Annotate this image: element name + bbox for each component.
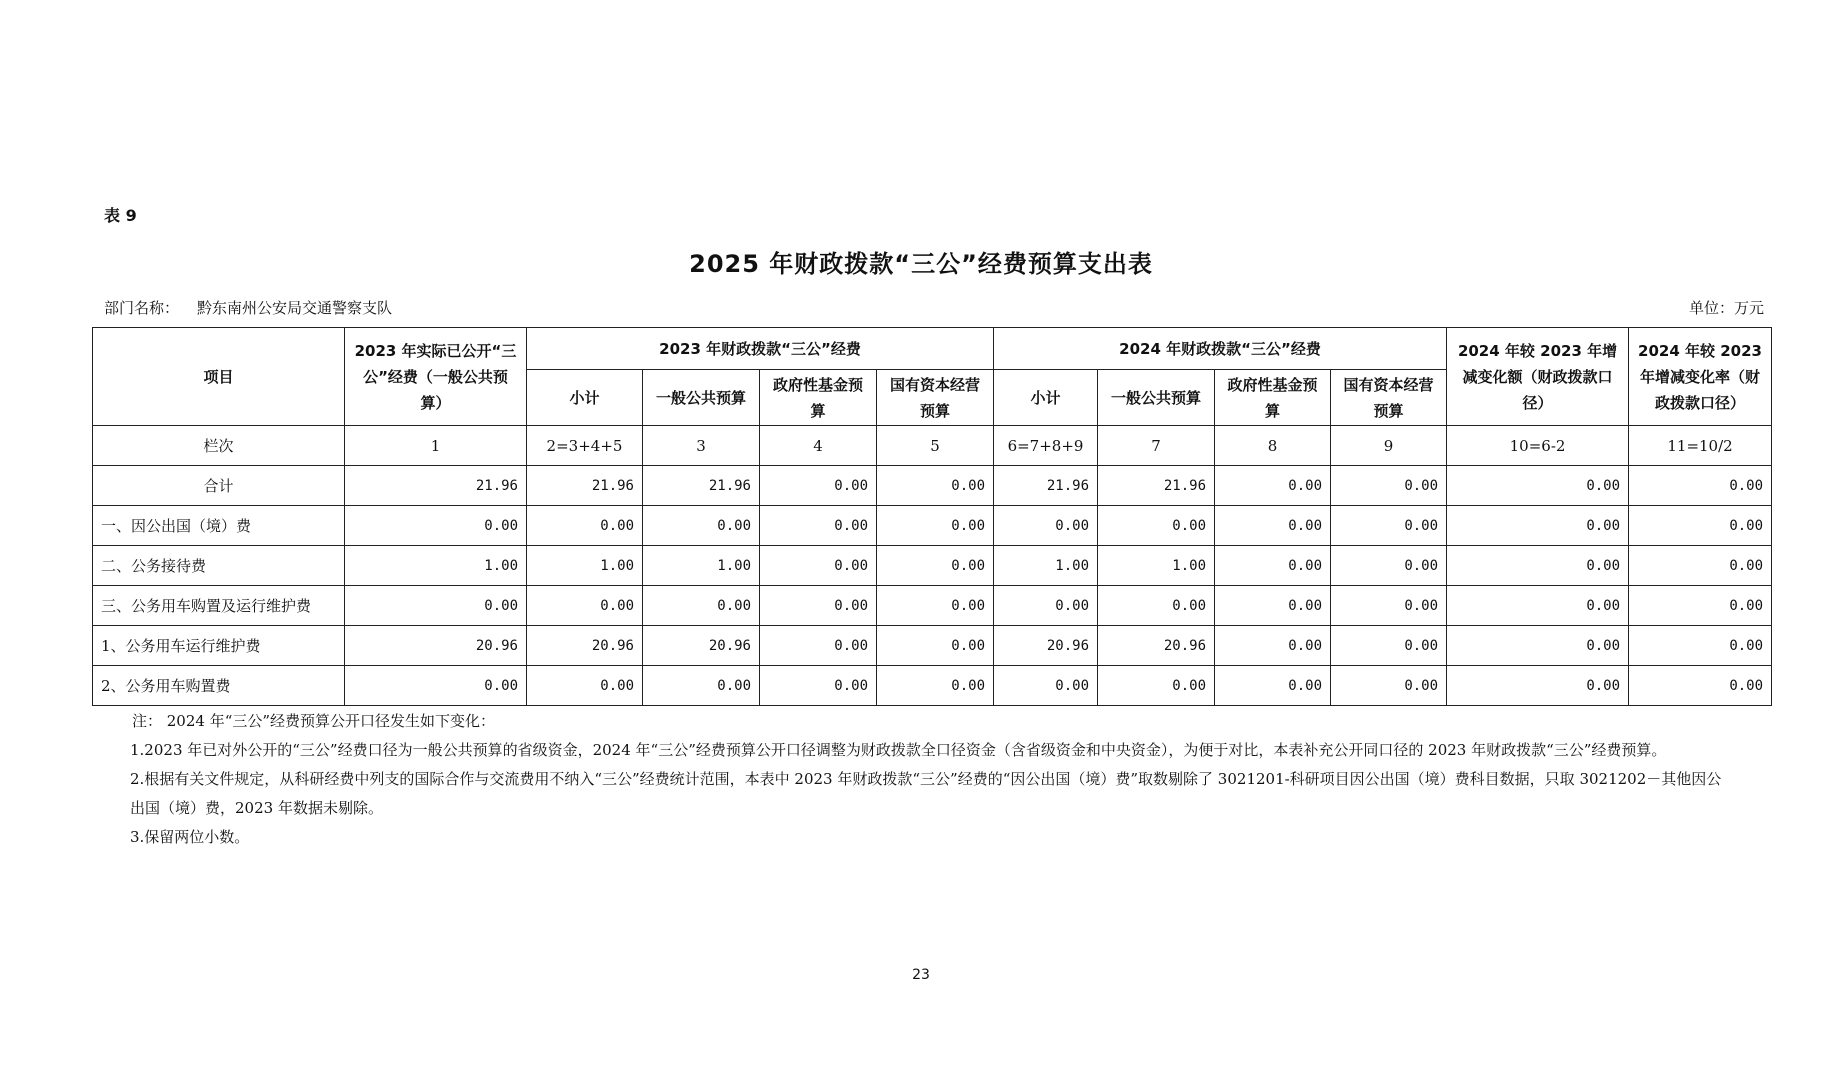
table-cell: 0.00 — [1447, 666, 1629, 706]
table-cell: 20.96 — [1098, 626, 1215, 666]
table-cell: 11=10/2 — [1629, 426, 1772, 466]
table-cell: 0.00 — [1447, 626, 1629, 666]
table-cell: 20.96 — [994, 626, 1098, 666]
header-change-rate: 2024 年较 2023 年增减变化率（财政拨款口径） — [1629, 328, 1772, 426]
table-cell: 0.00 — [1447, 586, 1629, 626]
table-cell: 0.00 — [527, 666, 643, 706]
table-cell: 0.00 — [760, 666, 877, 706]
notes — [132, 707, 1722, 852]
table-cell: 20.96 — [527, 626, 643, 666]
table-cell: 0.00 — [1629, 666, 1772, 706]
table-cell: 1.00 — [345, 546, 527, 586]
table-row — [93, 666, 1772, 706]
table-cell: 0.00 — [1215, 506, 1331, 546]
table-cell: 0.00 — [643, 666, 760, 706]
table-cell: 0.00 — [1331, 506, 1447, 546]
table-cell: 2=3+4+5 — [527, 426, 643, 466]
table-cell: 5 — [877, 426, 994, 466]
table-cell: 0.00 — [1629, 546, 1772, 586]
table-cell: 0.00 — [1629, 586, 1772, 626]
note-1: 1.2023 年已对外公开的“三公”经费口径为一般公共预算的省级资金，2024 年“三公”经费预算公开口径调整为财政拨款全口径资金（含省级资金和中央资金），为便于对比，本表补充公开同口径的 2023 年财政拨款“三公”经费预算。 — [130, 741, 1667, 759]
table-cell: 0.00 — [1331, 586, 1447, 626]
department-label: 部门名称： — [104, 299, 180, 317]
table-cell: 0.00 — [760, 546, 877, 586]
table-cell: 0.00 — [1331, 626, 1447, 666]
header-item: 项目 — [93, 328, 345, 426]
header-2024-subtotal: 小计 — [994, 370, 1098, 426]
table-cell: 0.00 — [527, 586, 643, 626]
table-cell: 0.00 — [877, 506, 994, 546]
table-cell: 8 — [1215, 426, 1331, 466]
table-cell: 0.00 — [643, 586, 760, 626]
table-cell: 0.00 — [1629, 466, 1772, 506]
table-cell: 20.96 — [345, 626, 527, 666]
table-cell: 0.00 — [1447, 506, 1629, 546]
table-row — [93, 506, 1772, 546]
table-cell: 6=7+8+9 — [994, 426, 1098, 466]
table-cell: 0.00 — [1447, 546, 1629, 586]
table-cell: 1.00 — [527, 546, 643, 586]
table-number: 表 9 — [104, 206, 137, 225]
table-cell: 0.00 — [345, 666, 527, 706]
table-cell: 21.96 — [1098, 466, 1215, 506]
table-cell: 1.00 — [643, 546, 760, 586]
header-2023-subtotal: 小计 — [527, 370, 643, 426]
table-cell: 0.00 — [1215, 546, 1331, 586]
table-cell: 0.00 — [994, 506, 1098, 546]
table-cell: 1.00 — [994, 546, 1098, 586]
table-cell: 9 — [1331, 426, 1447, 466]
row-label: 二、公务接待费 — [93, 546, 345, 586]
table-cell: 0.00 — [877, 666, 994, 706]
header-change-amount: 2024 年较 2023 年增减变化额（财政拨款口径） — [1447, 328, 1629, 426]
table-cell: 0.00 — [760, 626, 877, 666]
table-cell: 1 — [345, 426, 527, 466]
table-cell: 0.00 — [1215, 626, 1331, 666]
table-cell: 4 — [760, 426, 877, 466]
header-2024-general: 一般公共预算 — [1098, 370, 1215, 426]
table-cell: 0.00 — [1098, 506, 1215, 546]
table-cell: 0.00 — [994, 666, 1098, 706]
table-row — [93, 546, 1772, 586]
table-cell: 0.00 — [1098, 666, 1215, 706]
table-cell: 0.00 — [1215, 466, 1331, 506]
table-cell: 0.00 — [1215, 666, 1331, 706]
row-label: 合计 — [93, 466, 345, 506]
budget-table — [92, 327, 1772, 706]
header-2023-actual: 2023 年实际已公开“三公”经费（一般公共预算） — [345, 328, 527, 426]
table-cell: 0.00 — [345, 506, 527, 546]
row-label: 一、因公出国（境）费 — [93, 506, 345, 546]
table-cell: 21.96 — [345, 466, 527, 506]
header-2023-group: 2023 年财政拨款“三公”经费 — [527, 328, 994, 370]
table-cell: 0.00 — [877, 546, 994, 586]
table-cell: 0.00 — [1629, 506, 1772, 546]
table-cell: 7 — [1098, 426, 1215, 466]
row-label: 1、公务用车运行维护费 — [93, 626, 345, 666]
table-cell: 0.00 — [1098, 586, 1215, 626]
row-label: 2、公务用车购置费 — [93, 666, 345, 706]
table-cell: 0.00 — [994, 586, 1098, 626]
table-body — [93, 426, 1772, 706]
note-2: 2.根据有关文件规定，从科研经费中列支的国际合作与交流费用不纳入“三公”经费统计范围，本表中 2023 年财政拨款“三公”经费的“因公出国（境）费”取数剔除了 3021201-科研项目因公出国（境）费科目数据，只取 3021202－其他因公出国（境）费，2023 年数据未剔除。 — [130, 770, 1722, 817]
header-row-1 — [93, 328, 1772, 370]
header-2023-state-capital: 国有资本经营预算 — [877, 370, 994, 426]
row-label: 三、公务用车购置及运行维护费 — [93, 586, 345, 626]
table-cell: 0.00 — [1331, 666, 1447, 706]
table-cell: 0.00 — [760, 506, 877, 546]
table-cell: 0.00 — [877, 466, 994, 506]
table-cell: 0.00 — [1331, 466, 1447, 506]
table-cell: 0.00 — [1447, 466, 1629, 506]
table-cell: 21.96 — [994, 466, 1098, 506]
table-cell: 0.00 — [643, 506, 760, 546]
table-cell: 0.00 — [1215, 586, 1331, 626]
page-title: 2025 年财政拨款“三公”经费预算支出表 — [689, 250, 1153, 278]
table-cell: 0.00 — [1629, 626, 1772, 666]
header-2023-general: 一般公共预算 — [643, 370, 760, 426]
table-cell: 1.00 — [1098, 546, 1215, 586]
table-cell: 0.00 — [1331, 546, 1447, 586]
unit-label: 单位：万元 — [1688, 299, 1764, 317]
table-cell: 0.00 — [877, 626, 994, 666]
department-line — [104, 297, 392, 318]
table-cell: 0.00 — [760, 586, 877, 626]
table-row — [93, 586, 1772, 626]
page-number: 23 — [912, 967, 930, 983]
header-2023-fund: 政府性基金预算 — [760, 370, 877, 426]
table-row — [93, 626, 1772, 666]
table-cell: 3 — [643, 426, 760, 466]
table-cell: 0.00 — [527, 506, 643, 546]
department-name: 黔东南州公安局交通警察支队 — [197, 299, 393, 317]
header-2024-fund: 政府性基金预算 — [1215, 370, 1331, 426]
table-row — [93, 426, 1772, 466]
table-cell: 21.96 — [643, 466, 760, 506]
table-cell: 21.96 — [527, 466, 643, 506]
table-cell: 0.00 — [760, 466, 877, 506]
note-intro: 注： 2024 年“三公”经费预算公开口径发生如下变化： — [132, 712, 496, 730]
table-cell: 20.96 — [643, 626, 760, 666]
header-2024-group: 2024 年财政拨款“三公”经费 — [994, 328, 1447, 370]
row-label: 栏次 — [93, 426, 345, 466]
table-row — [93, 466, 1772, 506]
table-cell: 10=6-2 — [1447, 426, 1629, 466]
table-cell: 0.00 — [877, 586, 994, 626]
note-3: 3.保留两位小数。 — [130, 828, 250, 846]
table-cell: 0.00 — [345, 586, 527, 626]
header-2024-state-capital: 国有资本经营预算 — [1331, 370, 1447, 426]
